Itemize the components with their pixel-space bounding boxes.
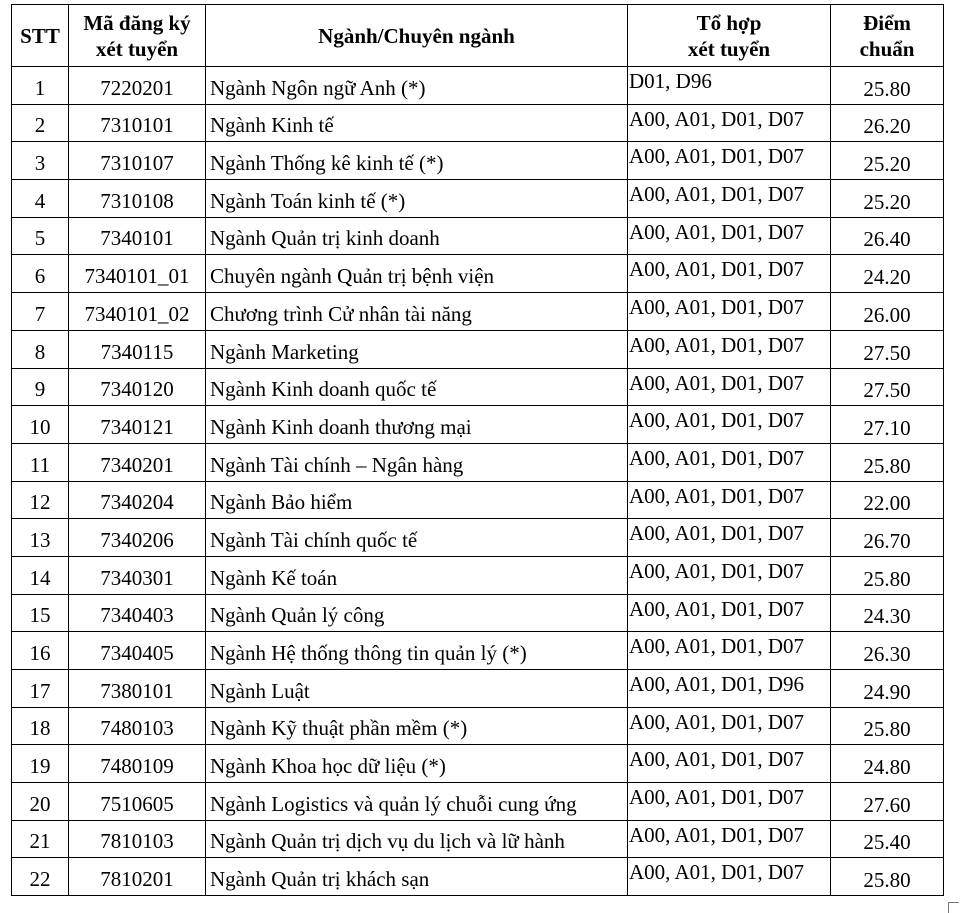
cell-benchmark-score: 25.80 <box>831 67 944 105</box>
cell-registration-code: 7340120 <box>69 368 206 406</box>
cell-benchmark-score: 27.10 <box>831 406 944 444</box>
cell-registration-code: 7340403 <box>69 594 206 632</box>
cell-subject-combination: A00, A01, D01, D07 <box>628 820 831 858</box>
cell-stt: 19 <box>12 745 69 783</box>
cell-benchmark-score: 26.00 <box>831 293 944 331</box>
cell-benchmark-score: 25.20 <box>831 142 944 180</box>
cell-stt: 20 <box>12 783 69 821</box>
cell-subject-combination: A00, A01, D01, D07 <box>628 293 831 331</box>
cell-major: Ngành Ngôn ngữ Anh (*) <box>206 67 628 105</box>
cell-registration-code: 7340101_01 <box>69 255 206 293</box>
cell-registration-code: 7310101 <box>69 104 206 142</box>
cell-subject-combination: A00, A01, D01, D07 <box>628 519 831 557</box>
cell-major: Ngành Khoa học dữ liệu (*) <box>206 745 628 783</box>
cell-major: Ngành Kỹ thuật phần mềm (*) <box>206 707 628 745</box>
table-row <box>12 783 944 821</box>
cell-registration-code: 7480103 <box>69 707 206 745</box>
cell-stt: 17 <box>12 670 69 708</box>
cell-subject-combination: A00, A01, D01, D07 <box>628 858 831 896</box>
cell-major: Ngành Kinh doanh quốc tế <box>206 368 628 406</box>
cell-stt: 11 <box>12 443 69 481</box>
cell-major: Ngành Kinh doanh thương mại <box>206 406 628 444</box>
cell-registration-code: 7340204 <box>69 481 206 519</box>
cell-benchmark-score: 27.50 <box>831 368 944 406</box>
cell-stt: 1 <box>12 67 69 105</box>
cell-registration-code: 7810103 <box>69 820 206 858</box>
table-row <box>12 67 944 105</box>
table-row <box>12 217 944 255</box>
cell-subject-combination: A00, A01, D01, D07 <box>628 443 831 481</box>
cell-benchmark-score: 24.80 <box>831 745 944 783</box>
table-row <box>12 820 944 858</box>
table-row <box>12 707 944 745</box>
table-row <box>12 594 944 632</box>
cell-benchmark-score: 26.70 <box>831 519 944 557</box>
table-row <box>12 180 944 218</box>
cell-major: Ngành Kế toán <box>206 556 628 594</box>
header-score-line1: Điểm <box>863 10 911 35</box>
cell-subject-combination: A00, A01, D01, D07 <box>628 368 831 406</box>
cell-registration-code: 7310108 <box>69 180 206 218</box>
cell-major: Ngành Quản trị dịch vụ du lịch và lữ hành <box>206 820 628 858</box>
cell-stt: 8 <box>12 330 69 368</box>
cell-subject-combination: A00, A01, D01, D07 <box>628 783 831 821</box>
cell-registration-code: 7340201 <box>69 443 206 481</box>
cell-registration-code: 7480109 <box>69 745 206 783</box>
cell-major: Ngành Quản trị khách sạn <box>206 858 628 896</box>
cell-registration-code: 7340101_02 <box>69 293 206 331</box>
cell-major: Ngành Marketing <box>206 330 628 368</box>
cell-stt: 6 <box>12 255 69 293</box>
header-major: Ngành/Chuyên ngành <box>206 5 628 67</box>
cell-benchmark-score: 24.90 <box>831 670 944 708</box>
cell-registration-code: 7220201 <box>69 67 206 105</box>
cell-benchmark-score: 27.50 <box>831 330 944 368</box>
table-row <box>12 330 944 368</box>
table-row <box>12 443 944 481</box>
table-row <box>12 556 944 594</box>
header-score-line2: chuẩn <box>859 36 915 61</box>
cell-subject-combination: A00, A01, D01, D07 <box>628 217 831 255</box>
table-row <box>12 142 944 180</box>
cell-major: Ngành Thống kê kinh tế (*) <box>206 142 628 180</box>
cell-subject-combination: A00, A01, D01, D07 <box>628 481 831 519</box>
cell-benchmark-score: 25.80 <box>831 707 944 745</box>
cell-major: Ngành Toán kinh tế (*) <box>206 180 628 218</box>
cell-subject-combination: A00, A01, D01, D07 <box>628 255 831 293</box>
cell-subject-combination: D01, D96 <box>628 67 831 105</box>
cell-major: Ngành Hệ thống thông tin quản lý (*) <box>206 632 628 670</box>
cell-stt: 18 <box>12 707 69 745</box>
cell-subject-combination: A00, A01, D01, D07 <box>628 142 831 180</box>
cell-stt: 3 <box>12 142 69 180</box>
cell-major: Ngành Bảo hiểm <box>206 481 628 519</box>
cell-stt: 4 <box>12 180 69 218</box>
cell-subject-combination: A00, A01, D01, D07 <box>628 745 831 783</box>
cell-benchmark-score: 25.80 <box>831 858 944 896</box>
cell-stt: 12 <box>12 481 69 519</box>
cell-stt: 21 <box>12 820 69 858</box>
table-row <box>12 104 944 142</box>
cell-registration-code: 7810201 <box>69 858 206 896</box>
cell-stt: 16 <box>12 632 69 670</box>
table-row <box>12 481 944 519</box>
cell-benchmark-score: 24.20 <box>831 255 944 293</box>
cell-benchmark-score: 25.80 <box>831 443 944 481</box>
cell-benchmark-score: 25.20 <box>831 180 944 218</box>
cell-benchmark-score: 27.60 <box>831 783 944 821</box>
table-row <box>12 293 944 331</box>
page-corner-mark <box>948 902 959 913</box>
cell-subject-combination: A00, A01, D01, D07 <box>628 104 831 142</box>
cell-registration-code: 7340301 <box>69 556 206 594</box>
cell-registration-code: 7380101 <box>69 670 206 708</box>
header-benchmark-score <box>831 5 944 67</box>
cell-subject-combination: A00, A01, D01, D07 <box>628 180 831 218</box>
cell-subject-combination: A00, A01, D01, D96 <box>628 670 831 708</box>
cell-major: Ngành Luật <box>206 670 628 708</box>
cell-stt: 22 <box>12 858 69 896</box>
cell-benchmark-score: 26.30 <box>831 632 944 670</box>
cell-major: Ngành Logistics và quản lý chuỗi cung ứng <box>206 783 628 821</box>
table-row <box>12 519 944 557</box>
cell-registration-code: 7340115 <box>69 330 206 368</box>
cell-benchmark-score: 26.40 <box>831 217 944 255</box>
header-registration-code <box>69 5 206 67</box>
cell-benchmark-score: 26.20 <box>831 104 944 142</box>
header-subject-combination <box>628 5 831 67</box>
cell-subject-combination: A00, A01, D01, D07 <box>628 406 831 444</box>
cell-stt: 5 <box>12 217 69 255</box>
cell-benchmark-score: 25.40 <box>831 820 944 858</box>
cell-subject-combination: A00, A01, D01, D07 <box>628 632 831 670</box>
cell-registration-code: 7340121 <box>69 406 206 444</box>
cell-subject-combination: A00, A01, D01, D07 <box>628 594 831 632</box>
cell-major: Chuyên ngành Quản trị bệnh viện <box>206 255 628 293</box>
header-code-line1: Mã đăng ký <box>83 10 191 35</box>
cell-subject-combination: A00, A01, D01, D07 <box>628 330 831 368</box>
header-combo-line1: Tổ hợp <box>696 10 762 35</box>
cell-stt: 10 <box>12 406 69 444</box>
cell-stt: 7 <box>12 293 69 331</box>
cell-registration-code: 7340206 <box>69 519 206 557</box>
cell-major: Ngành Quản trị kinh doanh <box>206 217 628 255</box>
cell-registration-code: 7510605 <box>69 783 206 821</box>
cell-stt: 9 <box>12 368 69 406</box>
header-combo-line2: xét tuyển <box>687 36 771 61</box>
table-body <box>12 67 944 896</box>
cell-major: Ngành Kinh tế <box>206 104 628 142</box>
cell-benchmark-score: 24.30 <box>831 594 944 632</box>
cell-benchmark-score: 22.00 <box>831 481 944 519</box>
table-row <box>12 858 944 896</box>
cell-major: Ngành Quản lý công <box>206 594 628 632</box>
cell-registration-code: 7340405 <box>69 632 206 670</box>
table-row <box>12 368 944 406</box>
table-row <box>12 632 944 670</box>
table-row <box>12 406 944 444</box>
cell-major: Chương trình Cử nhân tài năng <box>206 293 628 331</box>
cell-subject-combination: A00, A01, D01, D07 <box>628 556 831 594</box>
cell-registration-code: 7310107 <box>69 142 206 180</box>
table-header-row <box>12 5 944 67</box>
admission-scores-table <box>11 4 944 896</box>
table-row <box>12 670 944 708</box>
cell-stt: 15 <box>12 594 69 632</box>
header-code-line2: xét tuyển <box>95 36 179 61</box>
header-stt: STT <box>12 5 69 67</box>
cell-major: Ngành Tài chính quốc tế <box>206 519 628 557</box>
table-row <box>12 255 944 293</box>
cell-registration-code: 7340101 <box>69 217 206 255</box>
cell-major: Ngành Tài chính – Ngân hàng <box>206 443 628 481</box>
cell-stt: 13 <box>12 519 69 557</box>
cell-stt: 2 <box>12 104 69 142</box>
cell-stt: 14 <box>12 556 69 594</box>
table-row <box>12 745 944 783</box>
cell-subject-combination: A00, A01, D01, D07 <box>628 707 831 745</box>
cell-benchmark-score: 25.80 <box>831 556 944 594</box>
